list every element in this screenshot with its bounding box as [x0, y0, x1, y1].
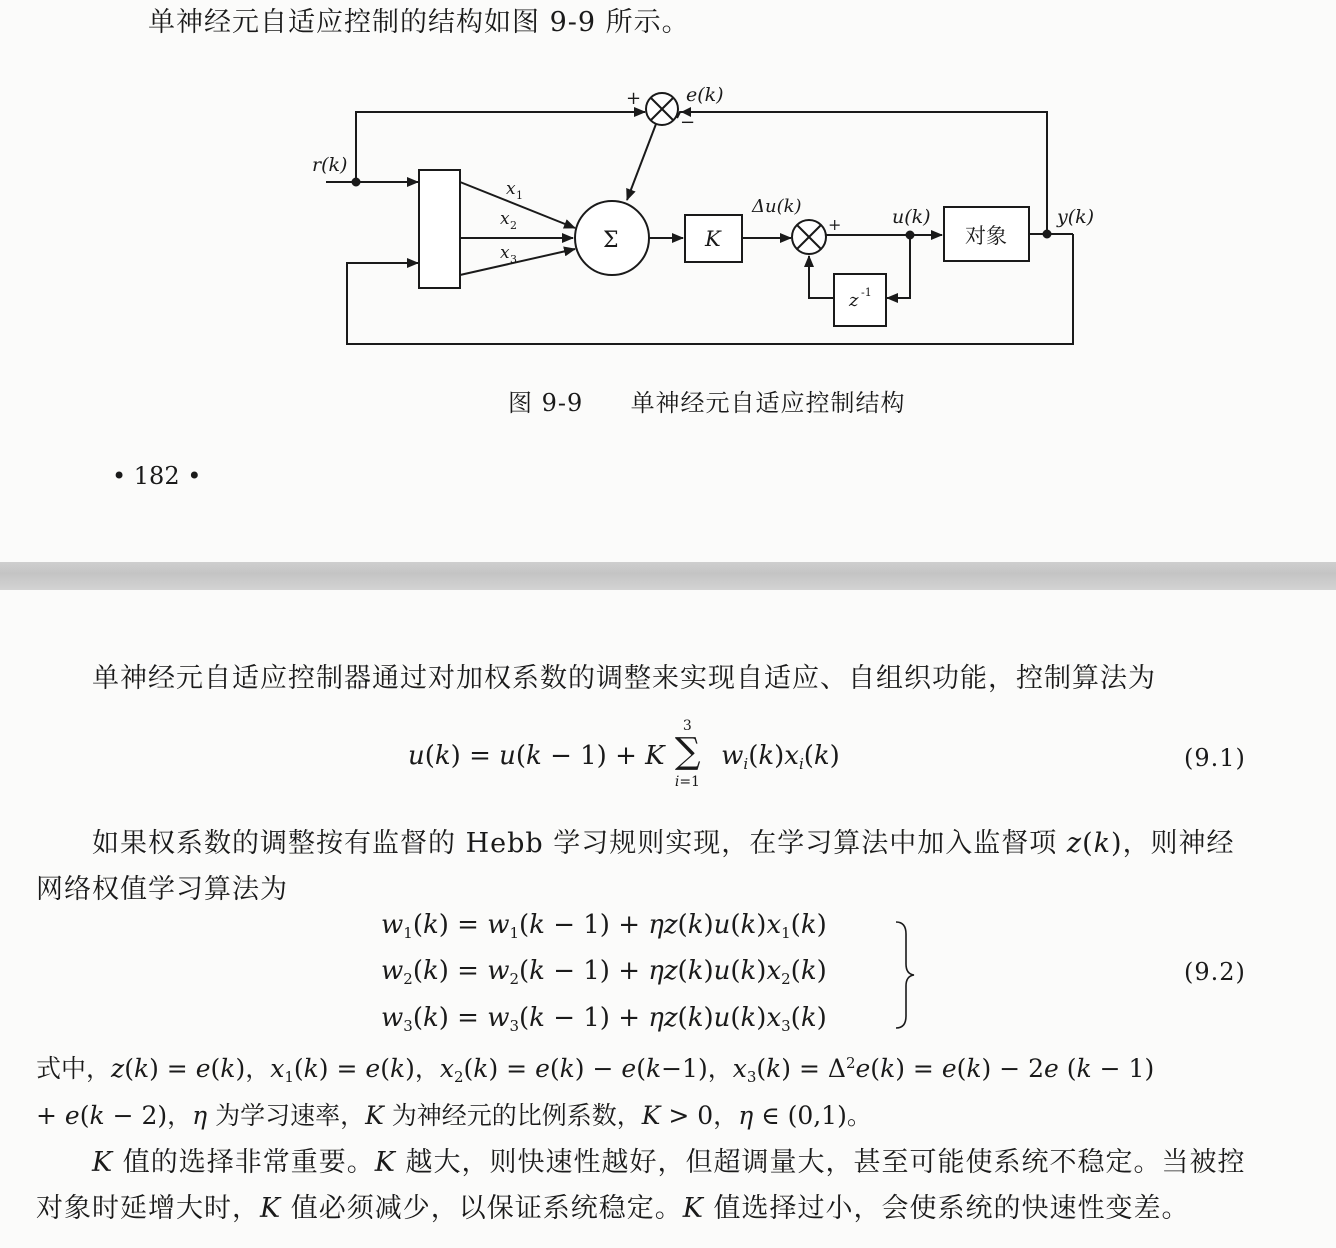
paragraph-3-line-1: K 值的选择非常重要。K 越大，则快速性越好，但超调量大，甚至可能使系统不稳定。当被控 — [92, 1147, 1246, 1178]
label-x3: x — [500, 243, 510, 263]
equation-9-2-row-1: $w_1(k) = w_1(k - 1) + \eta z(k)u(k)x_1(k)$ — [381, 910, 827, 942]
label-sigma: Σ — [603, 228, 619, 253]
page-182 — [0, 0, 1336, 562]
equation-9-1: u(k) = u(k − 1) + K 3 ∑ i=1 $w_i(k)x_i(k)$ — [408, 718, 840, 790]
label-u: u(k) — [892, 206, 931, 228]
block-diagram — [0, 0, 1336, 370]
equation-number-9-2: (9.2) — [1184, 958, 1246, 986]
label-minus-top: − — [680, 112, 696, 133]
page-183 — [0, 590, 1336, 1248]
wire-u-to-delay — [887, 235, 910, 298]
svg-text:-1: -1 — [861, 286, 872, 299]
label-gain: K — [705, 227, 721, 251]
svg-text:3: 3 — [510, 253, 517, 266]
paragraph-2-line-2: 网络权值学习算法为 — [36, 874, 288, 905]
equation-brace — [892, 920, 916, 1030]
intro-text: 单神经元自适应控制的结构如图 9-9 所示。 — [148, 7, 690, 38]
svg-text:1: 1 — [516, 189, 523, 202]
where-line-1: 式中，z(k) = e(k)，$x_1(k) = e(k)$，$x_2(k) = e(k) - e(k-1)$，$x_3(k) = \Delta^2e(k) = e(k) - 2e$ (k − 1) — [36, 1054, 1155, 1086]
svg-text:2: 2 — [510, 219, 517, 232]
paragraph-1: 单神经元自适应控制器通过对加权系数的调整来实现自适应、自组织功能，控制算法为 — [92, 663, 1156, 694]
where-line-2: + e(k − 2)，η 为学习速率，K 为神经元的比例系数，K > 0，η ∈ (0,1)。 — [36, 1101, 872, 1130]
label-plus-top: + — [626, 88, 642, 109]
label-delta-u: Δu(k) — [752, 196, 802, 217]
label-z: z — [849, 290, 859, 311]
label-plant: 对象 — [965, 224, 1007, 248]
equation-9-2-row-3: $w_3(k) = w_3(k - 1) + \eta z(k)u(k)x_3(k)$ — [381, 1003, 827, 1035]
wire-x3 — [460, 249, 575, 275]
label-e: e(k) — [686, 84, 724, 106]
label-r: r(k) — [312, 154, 348, 176]
label-x1: x — [506, 179, 516, 199]
delay-block — [834, 274, 886, 326]
caption-number: 图 9-9 — [508, 389, 584, 417]
caption-text: 单神经元自适应控制结构 — [630, 389, 906, 417]
label-x2: x — [500, 209, 510, 229]
label-y: y(k) — [1057, 206, 1095, 228]
equation-9-2-row-2: $w_2(k) = w_2(k - 1) + \eta z(k)u(k)x_2(k)$ — [381, 956, 827, 988]
equation-number-9-1: (9.1) — [1184, 744, 1246, 772]
figure-caption — [508, 383, 906, 418]
paragraph-2-line-1: 如果权系数的调整按有监督的 Hebb 学习规则实现，在学习算法中加入监督项 z(k)，则神经 — [92, 828, 1235, 859]
page-separator — [0, 562, 1336, 590]
label-plus-adder: + — [828, 215, 842, 234]
wire-r-to-comparator — [356, 112, 645, 182]
wire-error-to-sum — [627, 124, 656, 200]
wire-delay-to-adder — [809, 256, 834, 298]
paragraph-3-line-2: 对象时延增大时，K 值必须减少，以保证系统稳定。K 值选择过小，会使系统的快速性变差。 — [36, 1193, 1190, 1224]
page-number: • 182 • — [112, 462, 202, 490]
state-block — [419, 170, 460, 288]
